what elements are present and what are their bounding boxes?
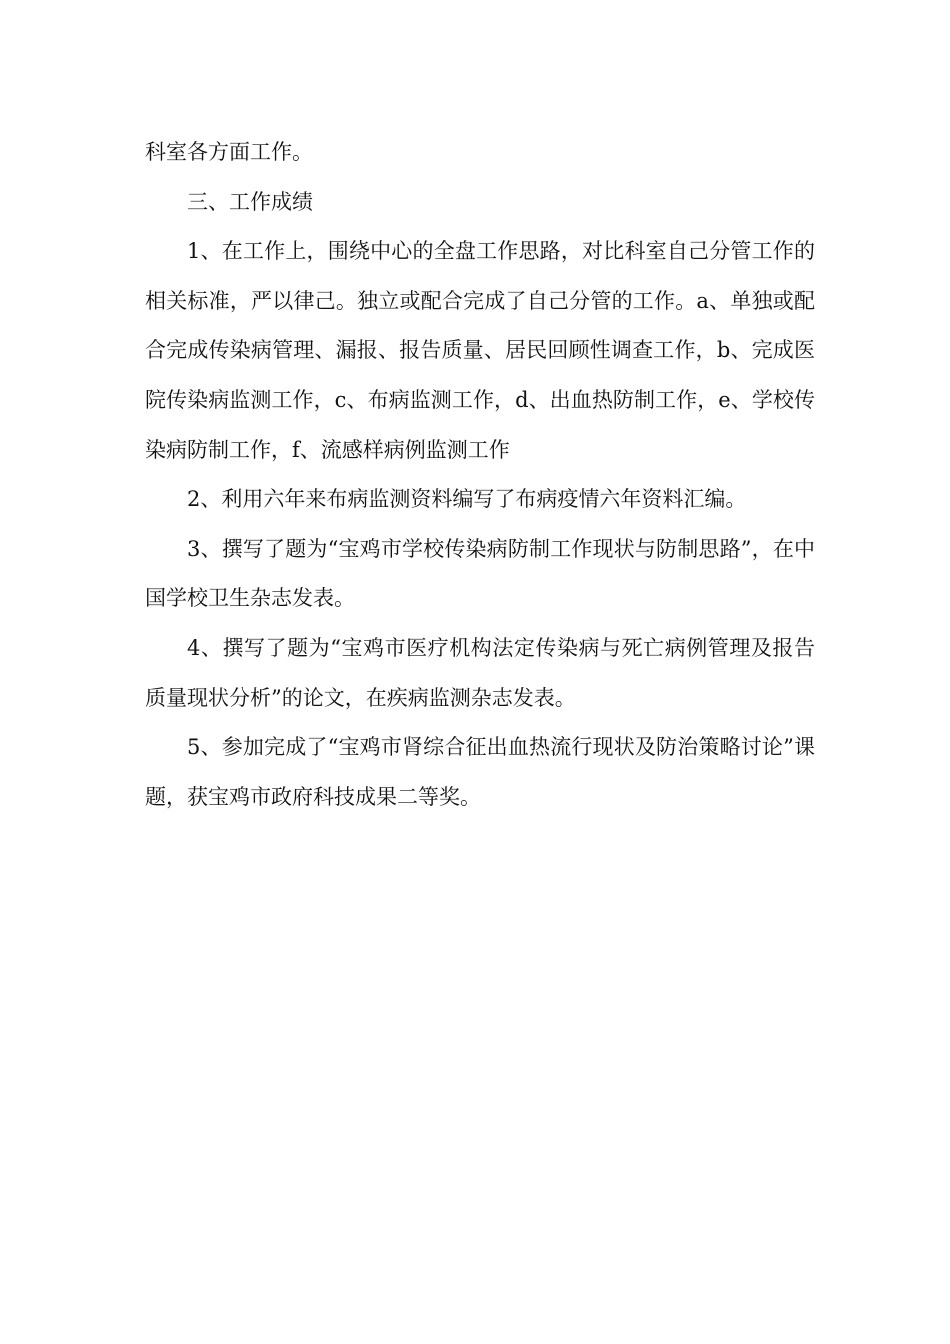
paragraph-item-5: 5、参加完成了“宝鸡市肾综合征出血热流行现状及防治策略讨论”课题，获宝鸡市政府科技成果二等奖。 (145, 735, 815, 809)
paragraph-continuation: 科室各方面工作。 (145, 140, 313, 164)
paragraph-item-1: 1、在工作上，围绕中心的全盘工作思路，对比科室自己分管工作的相关标准，严以律己。独立或配合完成了自己分管的工作。a、单独或配合完成传染病管理、漏报、报告质量、居民回顾性调查工作，b、完成医院传染病监测工作，c、布病监测工作，d、出血热防制工作，e、学校传染病防制工作，f、流感样病例监测工作 (145, 239, 815, 462)
paragraph-item-2: 2、利用六年来布病监测资料编写了布病疫情六年资料汇编。 (187, 487, 747, 512)
paragraph-item-4: 4、撰写了题为“宝鸡市医疗机构法定传染病与死亡病例管理及报告质量现状分析”的论文，在疾病监测杂志发表。 (145, 635, 815, 710)
document-body (145, 128, 815, 822)
section-heading: 三、工作成绩 (187, 189, 313, 214)
paragraph-item-3: 3、撰写了题为“宝鸡市学校传染病防制工作现状与防制思路”，在中国学校卫生杂志发表。 (145, 536, 815, 611)
